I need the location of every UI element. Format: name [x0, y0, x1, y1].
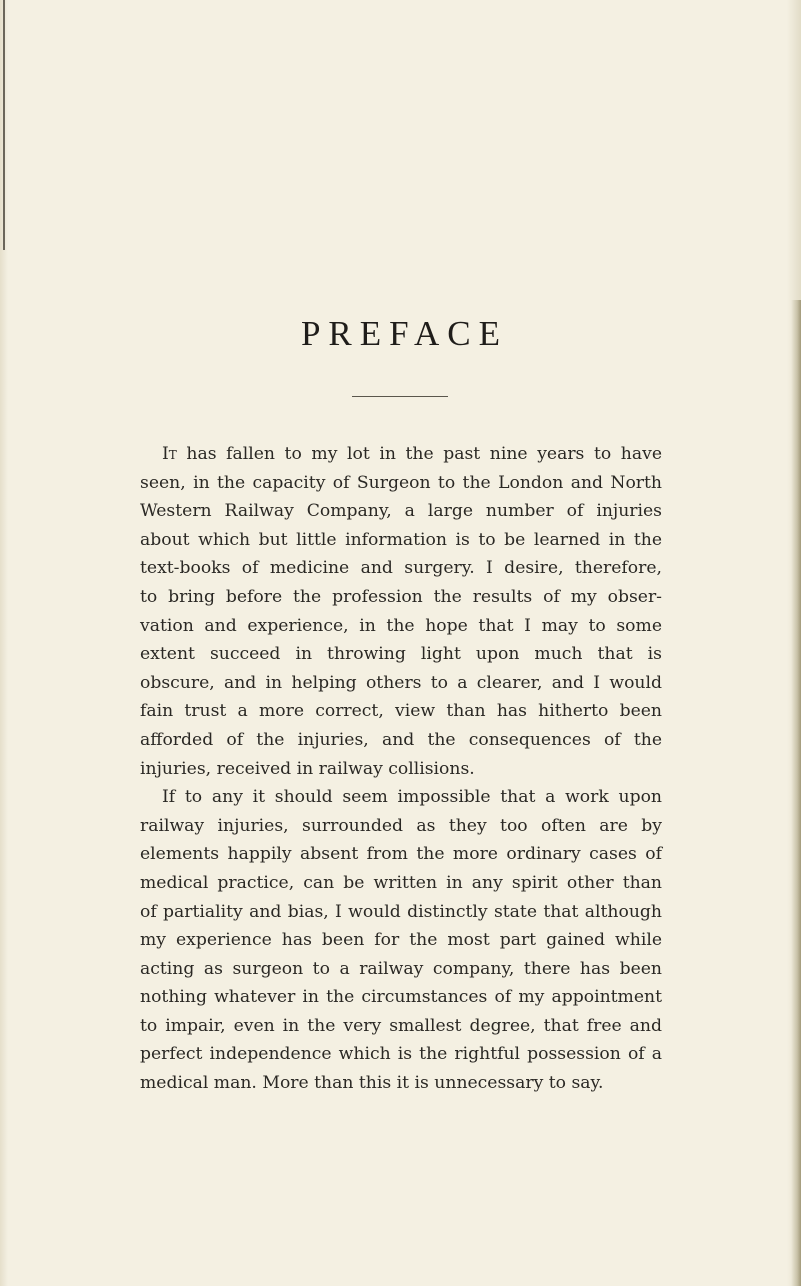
text-line: railway injuries, surrounded as they too often are by	[140, 815, 662, 836]
text-line: injuries, received in railway collisions.	[140, 758, 475, 779]
text-line: nothing whatever in the circumstances of my appointment	[140, 987, 662, 1008]
text-line: text-books of medicine and surgery. I desire, therefore,	[140, 558, 662, 579]
text-line: obscure, and in helping others to a clearer, and I would	[140, 672, 662, 693]
paragraph-2	[140, 783, 662, 1098]
text-line: vation and experience, in the hope that I may to some	[140, 615, 662, 636]
text-line: seen, in the capacity of Surgeon to the London and North	[140, 472, 662, 493]
lead-word: It	[162, 444, 177, 464]
text-line: medical man. More than this it is unnecessary to say.	[140, 1073, 604, 1094]
text-line: If to any it should seem impossible that a work upon	[162, 787, 662, 808]
text-line: about which but little information is to be learned in the	[140, 529, 662, 550]
text-line: perfect independence which is the rightful possession of a	[140, 1044, 662, 1065]
text-line: afforded of the injuries, and the consequences of the	[140, 729, 662, 750]
title-divider	[352, 396, 448, 397]
line-text: has fallen to my lot in the past nine years to have	[176, 444, 662, 464]
text-line	[140, 440, 662, 469]
text-line: to impair, even in the very smallest degree, that free and	[140, 1015, 662, 1036]
page-title: PREFACE	[300, 314, 509, 353]
text-line: acting as surgeon to a railway company, there has been	[140, 958, 662, 979]
binding-edge	[3, 0, 5, 250]
text-line: extent succeed in throwing light upon much that is	[140, 644, 662, 665]
text-line: medical practice, can be written in any spirit other than	[140, 872, 662, 893]
text-line: to bring before the profession the results of my obser-	[140, 586, 662, 607]
text-line: Western Railway Company, a large number of injuries	[140, 501, 662, 522]
text-line: my experience has been for the most part gained while	[140, 930, 662, 951]
text-line: of partiality and bias, I would distinctly state that although	[140, 901, 662, 922]
text-line: fain trust a more correct, view than has hitherto been	[140, 701, 662, 722]
preface-body	[140, 440, 662, 1098]
paragraph-1	[140, 440, 662, 783]
page-edge-shadow	[791, 300, 801, 1286]
text-line: elements happily absent from the more ordinary cases of	[140, 844, 662, 865]
